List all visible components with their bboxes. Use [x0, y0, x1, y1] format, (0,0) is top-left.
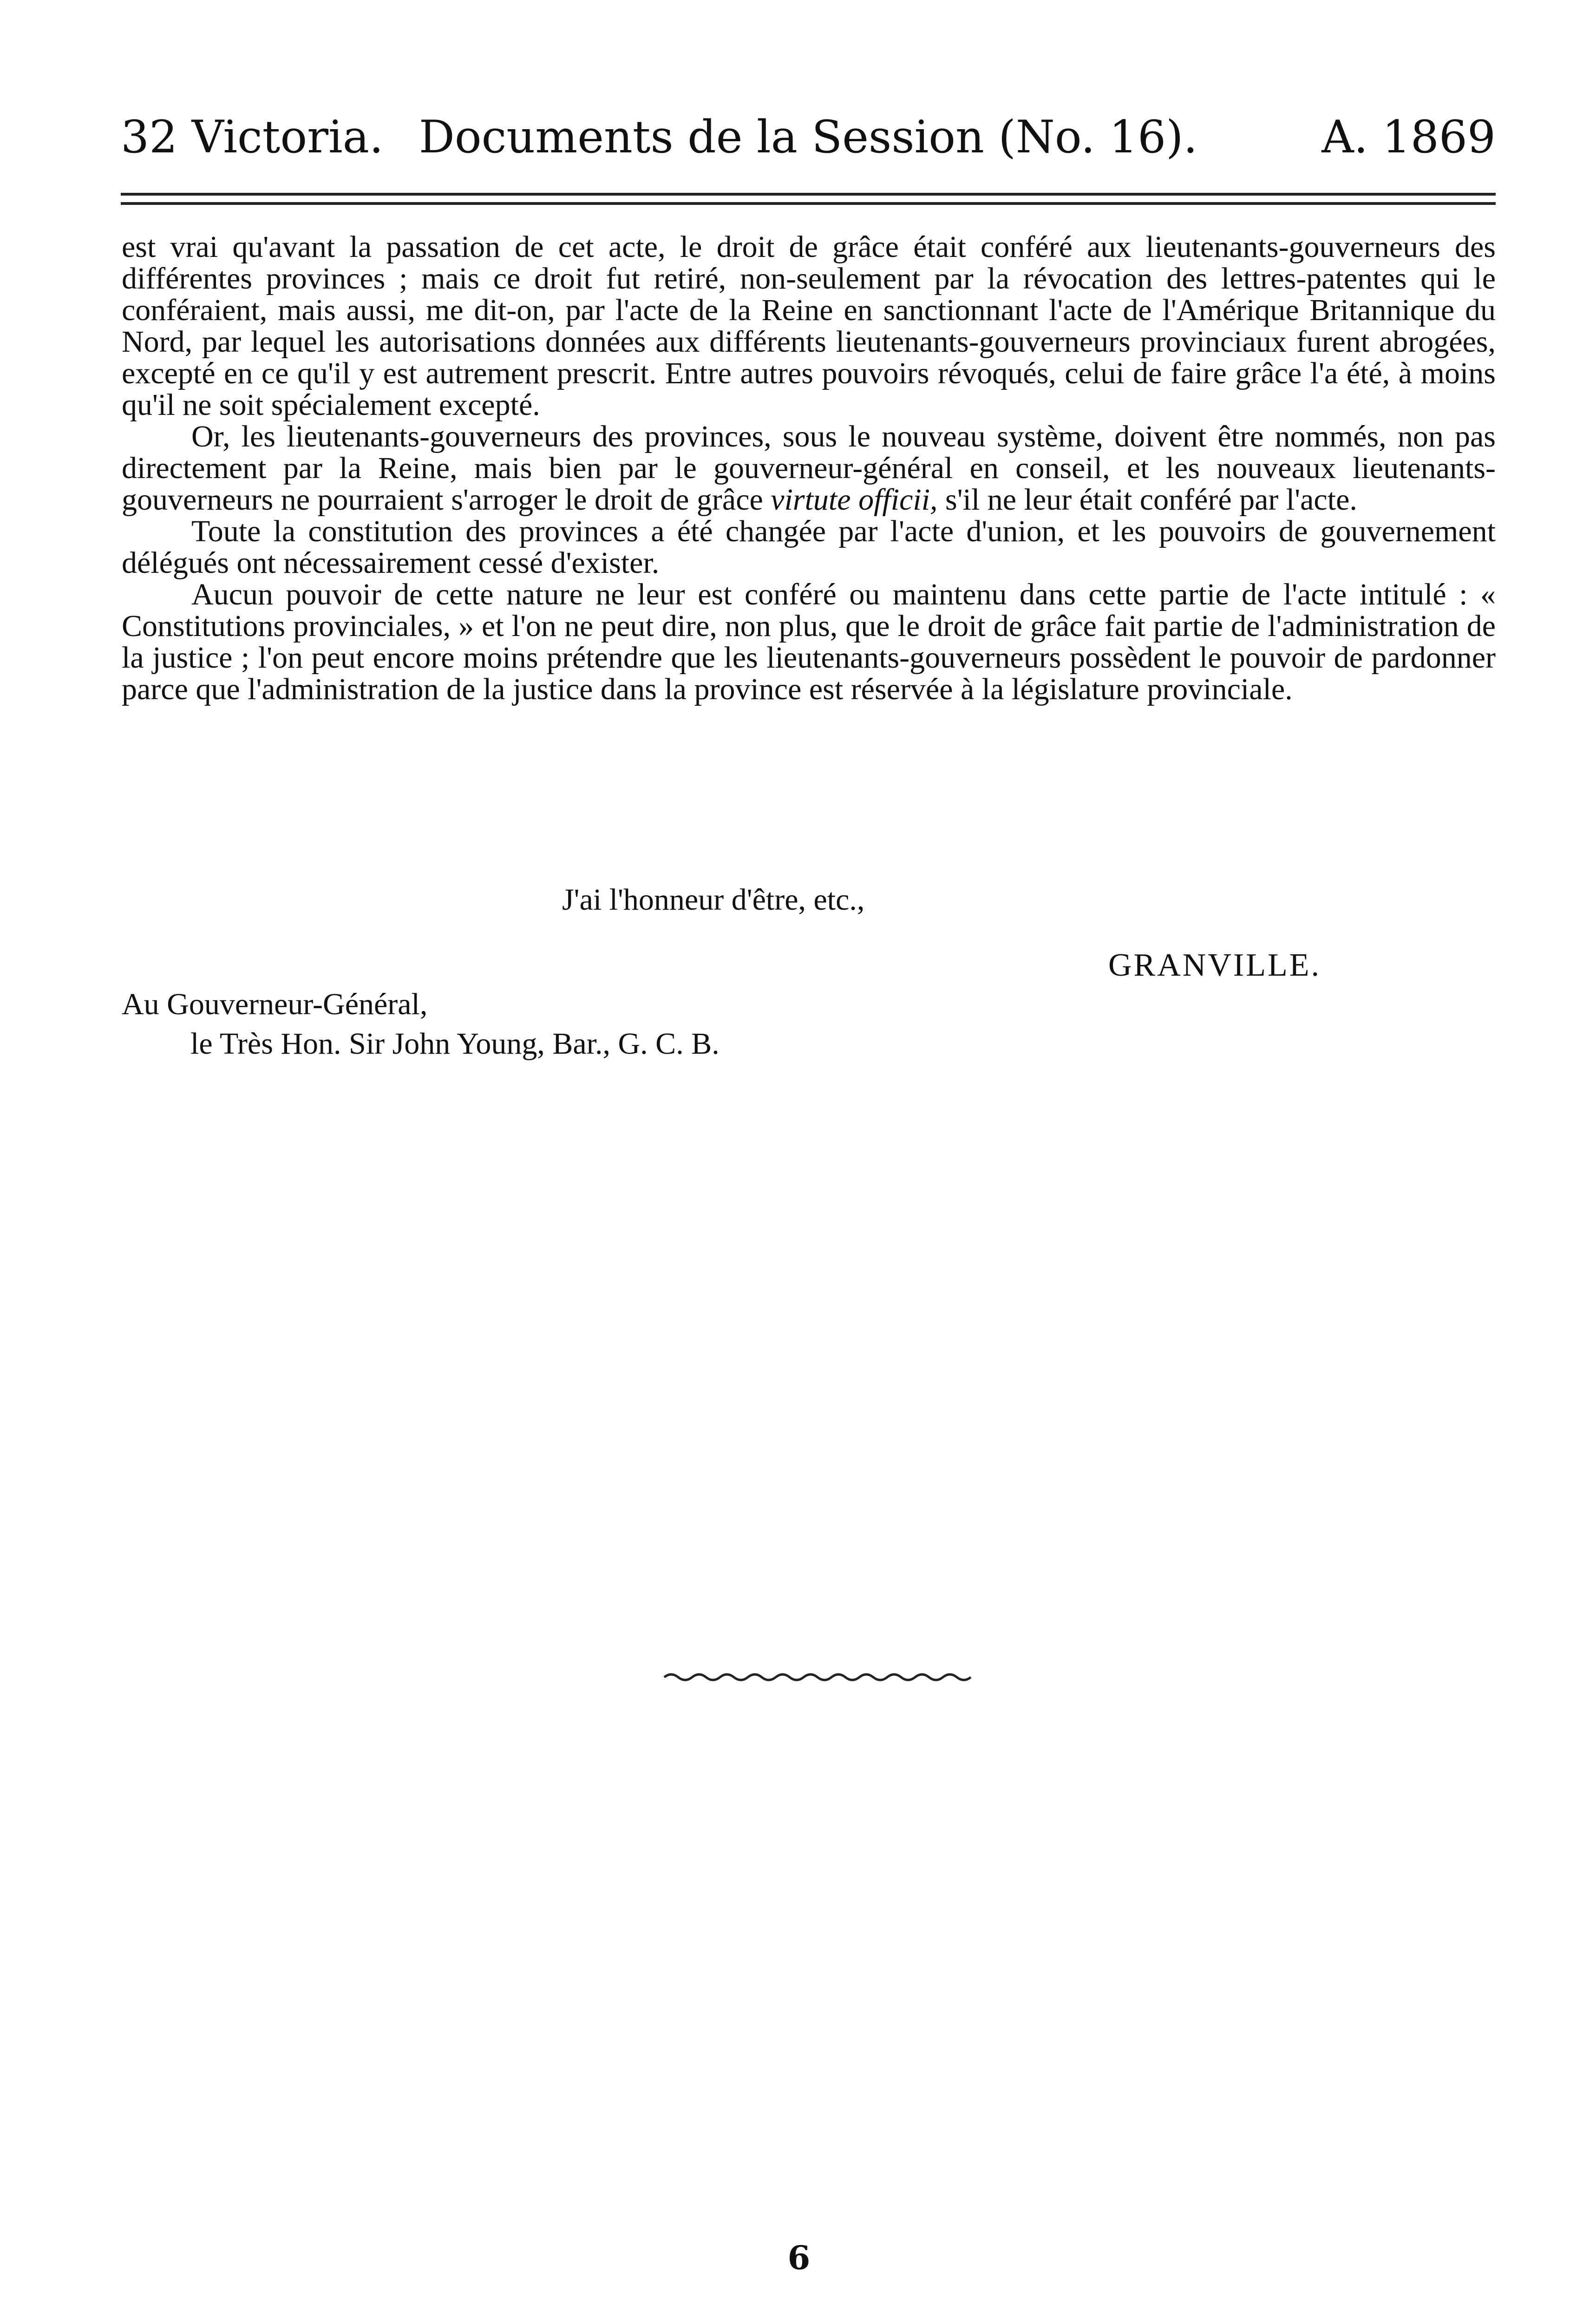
- header-rule-top: [121, 193, 1496, 196]
- addressee-line-2: le Très Hon. Sir John Young, Bar., G. C. B.: [190, 1027, 720, 1061]
- header-rule-bottom: [121, 202, 1496, 205]
- page-number: 6: [787, 2238, 811, 2277]
- header-title: Documents de la Session (No. 16).: [419, 111, 1198, 163]
- addressee-line-1: Au Gouverneur-Général,: [122, 987, 428, 1021]
- header-year: A. 1869: [1321, 111, 1496, 163]
- letter-body: [122, 231, 1496, 705]
- signature-name: GRANVILLE.: [1108, 947, 1321, 983]
- running-header: [121, 107, 1496, 167]
- latin-phrase: virtute officii,: [771, 483, 938, 517]
- ornamental-divider: [662, 1668, 978, 1686]
- paragraph-2-text-a: Or, les lieutenants-gouverneurs des provinces, sous le nouveau système, doivent être nommés, non pas directement par la Reine, mais bien par le gouverneur-général en conseil, et les nouveaux lieutenants-gouverneurs ne pourraient s'arroger le droit de grâce: [122, 420, 1496, 517]
- paragraph-3: Toute la constitution des provinces a été changée par l'acte d'union, et les pouvoirs de gouvernement délégués ont nécessairement cessé d'exister.: [122, 514, 1496, 580]
- paragraph-1: est vrai qu'avant la passation de cet acte, le droit de grâce était conféré aux lieutenants-gouverneurs des différentes provinces ; mais ce droit fut retiré, non-seulement par la révocation des lettres-patentes qui le conféraient, mais aussi, me dit-on, par l'acte de la Reine en sanctionnant l'acte de l'Amérique Britannique du Nord, par lequel les autorisations données aux différents lieutenants-gouverneurs provinciaux furent abrogées, excepté en ce qu'il y est autrement prescrit. Entre autres pouvoirs révoqués, celui de faire grâce l'a été, à moins qu'il ne soit spécialement excepté.: [122, 230, 1496, 422]
- paragraph-2-text-b: s'il ne leur était conféré par l'acte.: [937, 483, 1357, 517]
- paragraph-4: Aucun pouvoir de cette nature ne leur est conféré ou maintenu dans cette partie de l'acte intitulé : « Constitutions provinciales, » et l'on ne peut dire, non plus, que le droit de grâce fait partie de l'administration de la justice ; l'on peut encore moins prétendre que les lieutenants-gouverneurs possèdent le pouvoir de pardonner parce que l'administration de la justice dans la province est réservée à la législature provinciale.: [122, 577, 1496, 706]
- header-regnal-year: 32 Victoria.: [121, 111, 384, 163]
- closing-formula: J'ai l'honneur d'être, etc.,: [562, 883, 865, 917]
- paragraph-2: [122, 421, 1496, 516]
